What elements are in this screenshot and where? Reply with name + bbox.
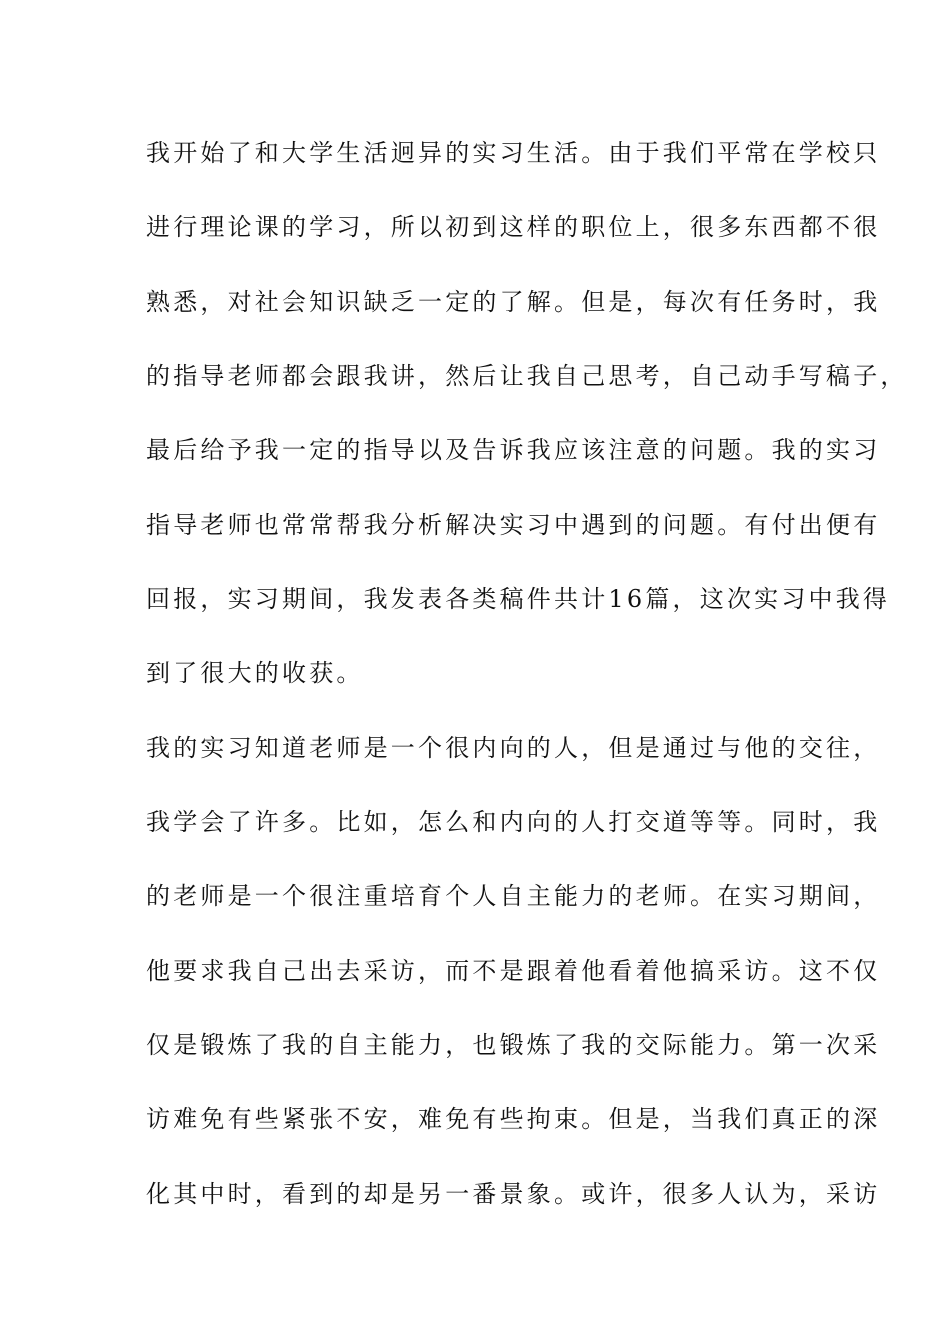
text-line: 进行理论课的学习，所以初到这样的职位上，很多东西都不很 xyxy=(146,213,881,241)
text-line: 仅是锻炼了我的自主能力，也锻炼了我的交际能力。第一次采 xyxy=(146,1031,881,1059)
text-line: 的老师是一个很注重培育个人自主能力的老师。在实习期间， xyxy=(146,882,881,910)
text-line: 我开始了和大学生活迥异的实习生活。由于我们平常在学校只 xyxy=(146,139,881,167)
text-line: 我的实习知道老师是一个很内向的人，但是通过与他的交往， xyxy=(146,734,881,762)
text-line: 化其中时，看到的却是另一番景象。或许，很多人认为，采访 xyxy=(146,1180,881,1208)
text-line: 的指导老师都会跟我讲，然后让我自己思考，自己动手写稿子， xyxy=(146,362,908,390)
text-line: 回报，实习期间，我发表各类稿件共计16篇，这次实习中我得 xyxy=(146,585,891,613)
text-line: 最后给予我一定的指导以及告诉我应该注意的问题。我的实习 xyxy=(146,436,881,464)
text-line: 指导老师也常常帮我分析解决实习中遇到的问题。有付出便有 xyxy=(146,511,881,539)
text-line: 访难免有些紧张不安，难免有些拘束。但是，当我们真正的深 xyxy=(146,1105,881,1133)
text-line: 熟悉，对社会知识缺乏一定的了解。但是，每次有任务时，我 xyxy=(146,288,881,316)
text-line: 他要求我自己出去采访，而不是跟着他看着他搞采访。这不仅 xyxy=(146,957,881,985)
text-line: 到了很大的收获。 xyxy=(146,659,364,687)
text-line: 我学会了许多。比如，怎么和内向的人打交道等等。同时，我 xyxy=(146,808,881,836)
